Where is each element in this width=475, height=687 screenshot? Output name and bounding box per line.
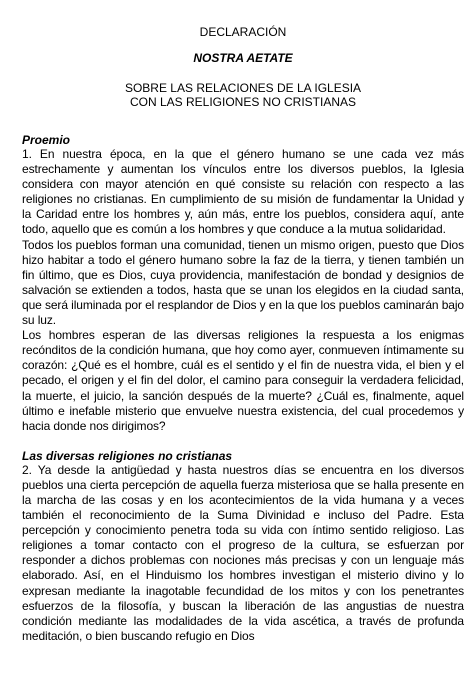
document-type: DECLARACIÓN — [199, 25, 287, 39]
subtitle-line-2: CON LAS RELIGIONES NO CRISTIANAS — [129, 95, 357, 109]
paragraph-4: 2. Ya desde la antigüedad y hasta nuestros días se encuentra en los diversos pueblos una cierta percepción de aquella fuerza misteriosa que se halla presente en la marcha de las cosas y en los acontecimientos de la vida humana y a veces también el reconocimiento de la Suma Divinidad e incluso del Padre. Esta percepción y conocimiento penetra toda su vida con íntimo sentido religioso. Las religiones a tomar contacto con el progreso de la cultura, se esfuerzan por responder a dichos problemas con nociones más precisas y con un lenguaje más elaborado. Así, en el Hinduismo los hombres investigan el misterio divino y lo expresan mediante la inagotable fecundidad de los mitos y con los penetrantes esfuerzos de la filosofía, y buscan la liberación de las angustias de nuestra condición mediante las modalidades de la vida ascética, a través de profunda meditación, o bien buscando refugio en Dios — [22, 462, 464, 643]
document-name: NOSTRA AETATE — [193, 51, 293, 65]
paragraph-2: Todos los pueblos forman una comunidad, tienen un mismo origen, puesto que Dios hizo habitar a todo el género humano sobre la faz de la tierra, y tienen también un fin último, que es Dios, cuya providencia, manifestación de bondad y designios de salvación se extienden a todos, hasta que se unan los elegidos en la ciudad santa, que será iluminada por el resplandor de Dios y en la que los pueblos caminarán bajo su luz. — [22, 237, 464, 328]
subtitle-line-1: SOBRE LAS RELACIONES DE LA IGLESIA — [124, 81, 362, 95]
paragraph-1: 1. En nuestra época, en la que el género humano se une cada vez más estrechamente y aumentan los vínculos entre los diversos pueblos, la Iglesia considera con mayor atención en qué consiste su relación con respecto a las religiones no cristianas. En cumplimiento de su misión de fundamentar la Unidad y la Caridad entre los hombres y, aún más, entre los pueblos, considera aquí, ante todo, aquello que es común a los hombres y que conduce a la mutua solidaridad. — [22, 147, 464, 237]
document-page — [22, 0, 464, 644]
paragraph-3: Los hombres esperan de las diversas religiones la respuesta a los enigmas recónditos de la condición humana, que hoy como ayer, conmueven íntimamente su corazón: ¿Qué es el hombre, cuál es el sentido y el fin de nuestra vida, el bien y el pecado, el origen y el fin del dolor, el camino para conseguir la verdadera felicidad, la muerte, el juicio, la sanción después de la muerte? ¿Cuál es, finalmente, aquel último e inefable misterio que envuelve nuestra existencia, del cual procedemos y hacia donde nos dirigimos? — [22, 328, 464, 433]
section-title-religiones: Las diversas religiones no cristianas — [22, 448, 233, 463]
section-title-proemio: Proemio — [22, 133, 71, 147]
document-subtitle — [22, 81, 464, 109]
